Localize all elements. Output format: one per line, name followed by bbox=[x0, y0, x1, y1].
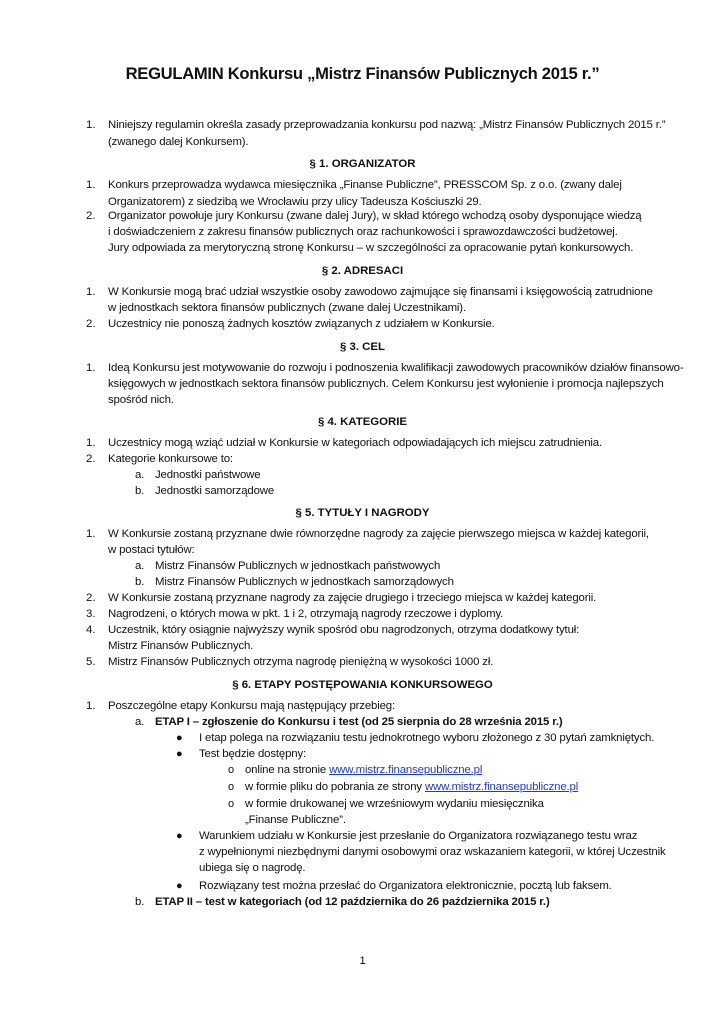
item-line: Jury odpowiada za merytoryczną stronę Konkursu – w szczególności za opracowanie pytań konkursowych. bbox=[108, 242, 634, 254]
item-line: spośród nich. bbox=[108, 394, 174, 406]
item-line: Mistrz Finansów Publicznych. bbox=[108, 640, 254, 652]
item-line: Organizatorem) z siedzibą we Wrocławiu przy ulicy Tadeusza Kościuszki 29. bbox=[108, 196, 482, 208]
intro-number: 1. bbox=[86, 119, 96, 131]
item-line: Ideą Konkursu jest motywowanie do rozwoju i podnoszenia kwalifikacji zawodowych pracowników działów finansowo- bbox=[108, 362, 684, 374]
item-number: 5. bbox=[86, 656, 96, 668]
sub-item: Mistrz Finansów Publicznych w jednostkach samorządowych bbox=[155, 576, 454, 588]
section-heading-etapy: § 6. ETAPY POSTĘPOWANIA KONKURSOWEGO bbox=[232, 679, 493, 691]
item-number: 2. bbox=[86, 210, 96, 222]
sub-bullet-text: w formie pliku do pobrania ze strony www.mistrz.finansepubliczne.pl bbox=[245, 781, 579, 793]
bullet-icon: ● bbox=[176, 830, 183, 842]
item-line: w jednostkach sektora finansów publicznych (zwane dalej Uczestnikami). bbox=[108, 302, 466, 314]
mistrz-link[interactable]: www.mistrz.finansepubliczne.pl bbox=[329, 764, 483, 776]
document-title: REGULAMIN Konkursu „Mistrz Finansów Publicznych 2015 r.” bbox=[125, 64, 600, 83]
item-number: 1. bbox=[86, 528, 96, 540]
intro-line: Niniejszy regulamin określa zasady przeprowadzania konkursu pod nazwą: „Mistrz Finansów Publicznych 2015 r.” bbox=[108, 119, 666, 131]
item-line: Kategorie konkursowe to: bbox=[108, 453, 233, 465]
item-line: Nagrodzeni, o których mowa w pkt. 1 i 2, otrzymają nagrody rzeczowe i dyplomy. bbox=[108, 608, 504, 620]
sub-letter: a. bbox=[135, 469, 145, 481]
item-number: 2. bbox=[86, 453, 96, 465]
section-heading-cel: § 3. CEL bbox=[340, 341, 385, 353]
bullet-icon: ● bbox=[176, 732, 183, 744]
sub-bullet-text: online na stronie www.mistrz.finansepubliczne.pl bbox=[245, 764, 483, 776]
item-line: Konkurs przeprowadza wydawca miesięcznika „Finanse Publiczne”, PRESSCOM Sp. z o.o. (zwany dalej bbox=[108, 179, 622, 191]
section-heading-organizator: § 1. ORGANIZATOR bbox=[309, 158, 416, 170]
sub-bullet-text: w formie drukowanej we wrześniowym wydaniu miesięcznika bbox=[245, 798, 544, 810]
intro-line: (zwanego dalej Konkursem). bbox=[108, 136, 249, 148]
sub-bullet-text: „Finanse Publiczne”. bbox=[245, 814, 346, 826]
item-number: 4. bbox=[86, 624, 96, 636]
item-number: 1. bbox=[86, 286, 96, 298]
bullet-text: ubiega się o nagrodę. bbox=[199, 862, 306, 874]
etap-heading: ETAP I – zgłoszenie do Konkursu i test (od 25 sierpnia do 28 września 2015 r.) bbox=[155, 716, 563, 728]
bullet-icon: ● bbox=[176, 748, 183, 760]
item-line: księgowych w jednostkach sektora finansów publicznych. Celem Konkursu jest wyłonienie i promocja najlepszych bbox=[108, 378, 664, 390]
sub-letter: a. bbox=[135, 716, 145, 728]
mistrz-link[interactable]: www.mistrz.finansepubliczne.pl bbox=[424, 781, 579, 793]
item-number: 2. bbox=[86, 318, 96, 330]
item-number: 1. bbox=[86, 700, 96, 712]
item-line: W Konkursie mogą brać udział wszystkie osoby zawodowo zajmujące się finansami i księgowością zatrudnione bbox=[108, 286, 653, 298]
sub-letter: b. bbox=[135, 485, 145, 497]
item-line: w postaci tytułów: bbox=[108, 544, 195, 556]
bullet-text: Test będzie dostępny: bbox=[199, 748, 307, 760]
section-heading-adresaci: § 2. ADRESACI bbox=[321, 265, 404, 277]
bullet-text: I etap polega na rozwiązaniu testu jednokrotnego wyboru złożonego z 30 pytań zamkniętych. bbox=[199, 732, 655, 744]
item-number: 1. bbox=[86, 179, 96, 191]
bullet-icon: ● bbox=[176, 880, 183, 892]
section-heading-tytuly: § 5. TYTUŁY I NAGRODY bbox=[295, 507, 430, 519]
page-number: 1 bbox=[359, 955, 366, 967]
item-number: 3. bbox=[86, 608, 96, 620]
item-number: 2. bbox=[86, 592, 96, 604]
item-line: W Konkursie zostaną przyznane nagrody za zajęcie drugiego i trzeciego miejsca w każdej kategorii. bbox=[108, 592, 597, 604]
sub-letter: a. bbox=[135, 560, 145, 572]
circle-bullet-icon: o bbox=[228, 798, 235, 810]
bullet-text: z wypełnionymi niezbędnymi danymi osobowymi oraz wskazaniem kategorii, w której Uczestnik bbox=[199, 846, 666, 858]
sub-item: Jednostki samorządowe bbox=[155, 485, 275, 497]
sub-item: Mistrz Finansów Publicznych w jednostkach państwowych bbox=[155, 560, 441, 572]
etap-heading: ETAP II – test w kategoriach (od 12 października do 26 października 2015 r.) bbox=[155, 896, 550, 908]
item-line: Poszczególne etapy Konkursu mają następujący przebieg: bbox=[108, 700, 395, 712]
sub-letter: b. bbox=[135, 576, 145, 588]
item-line: i doświadczeniem z zakresu finansów publicznych oraz rachunkowości i sprawozdawczości budżetowej. bbox=[108, 226, 618, 238]
item-line: Uczestnicy mogą wziąć udział w Konkursie w kategoriach odpowiadających ich miejscu zatrudnienia. bbox=[108, 437, 602, 449]
sub-letter: b. bbox=[135, 896, 145, 908]
item-line: Organizator powołuje jury Konkursu (zwane dalej Jury), w skład którego wchodzą osoby dysponujące wiedzą bbox=[108, 210, 642, 222]
item-number: 1. bbox=[86, 362, 96, 374]
circle-bullet-icon: o bbox=[228, 781, 235, 793]
item-line: Mistrz Finansów Publicznych otrzyma nagrodę pieniężną w wysokości 1000 zł. bbox=[108, 656, 494, 668]
bullet-text: Rozwiązany test można przesłać do Organizatora elektronicznie, pocztą lub faksem. bbox=[199, 880, 612, 892]
section-heading-kategorie: § 4. KATEGORIE bbox=[317, 416, 408, 428]
item-number: 1. bbox=[86, 437, 96, 449]
item-line: W Konkursie zostaną przyznane dwie równorzędne nagrody za zajęcie pierwszego miejsca w każdej kategorii, bbox=[108, 528, 649, 540]
bullet-text: Warunkiem udziału w Konkursie jest przesłanie do Organizatora rozwiązanego testu wraz bbox=[199, 830, 638, 842]
item-line: Uczestnik, który osiągnie najwyższy wynik spośród obu nagrodzonych, otrzyma dodatkowy tytuł: bbox=[108, 624, 580, 636]
circle-bullet-icon: o bbox=[228, 764, 235, 776]
item-line: Uczestnicy nie ponoszą żadnych kosztów związanych z udziałem w Konkursie. bbox=[108, 318, 495, 330]
sub-item: Jednostki państwowe bbox=[155, 469, 261, 481]
